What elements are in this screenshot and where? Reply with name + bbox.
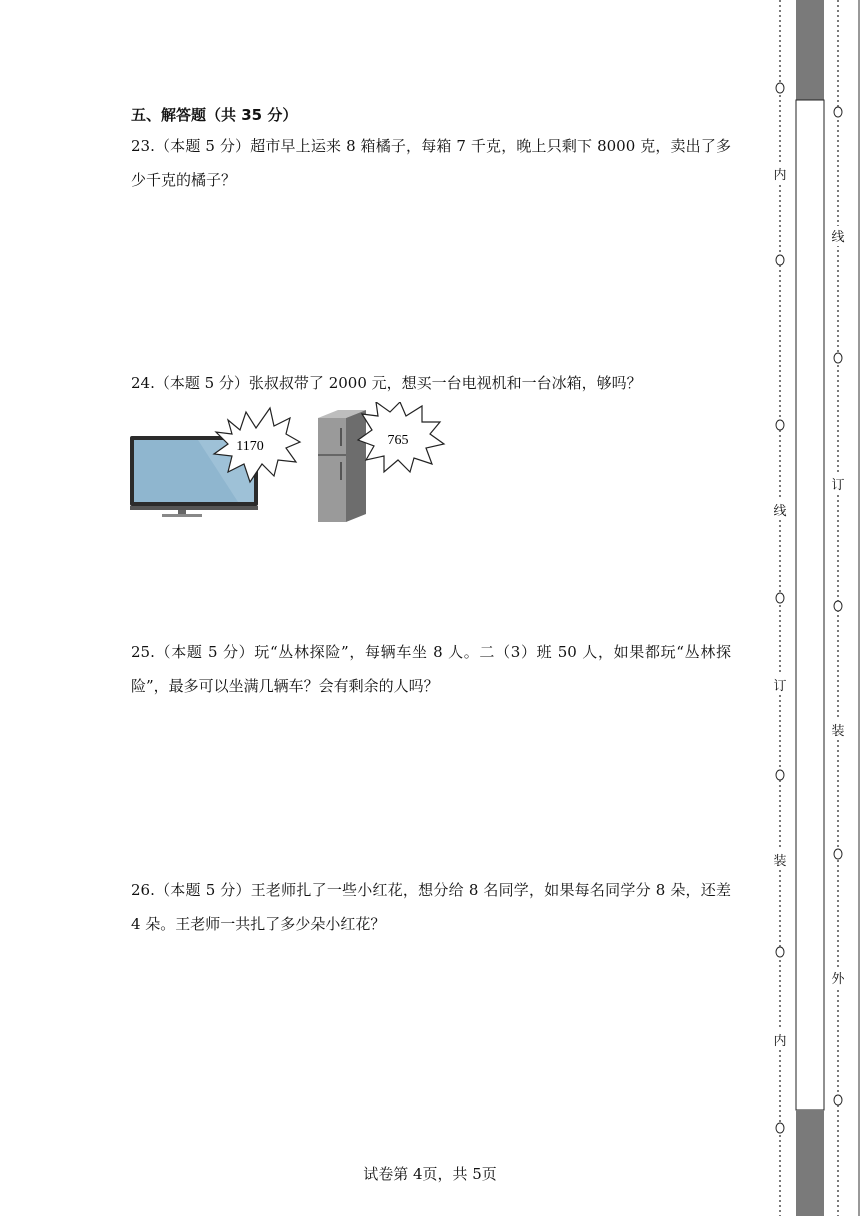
- binding-margin: [758, 0, 860, 1216]
- margin-inner-label-5: 内: [773, 1034, 787, 1049]
- fridge-illustration: [318, 410, 366, 522]
- tv-fridge-figure: [128, 402, 458, 532]
- margin-outer-label-3: 装: [831, 724, 845, 739]
- tv-price-label: 1170: [236, 439, 264, 454]
- question-23: 23.（本题 5 分）超市早上运来 8 箱橘子，每箱 7 千克，晚上只剩下 8000 克，卖出了多少千克的橘子？: [131, 137, 731, 189]
- margin-inner-label-1: 内: [773, 168, 787, 183]
- margin-outer-label-4: 外: [831, 972, 845, 987]
- margin-inner-label-4: 装: [773, 854, 787, 869]
- question-25: 25.（本题 5 分）玩“丛林探险”，每辆车坐 8 人。二（3）班 50 人，如果都玩“丛林探险”，最多可以坐满几辆车？会有剩余的人吗？: [131, 643, 731, 695]
- question-26: 26.（本题 5 分）王老师扎了一些小红花，想分给 8 名同学，如果每名同学分 8 朵，还差 4 朵。王老师一共扎了多少朵小红花？: [131, 881, 731, 933]
- margin-outer-label-2: 订: [831, 478, 845, 493]
- fridge-price-burst: [358, 402, 444, 472]
- margin-inner-label-2: 线: [773, 504, 787, 519]
- question-24: 24.（本题 5 分）张叔叔带了 2000 元，想买一台电视机和一台冰箱，够吗？: [131, 374, 642, 392]
- margin-inner-label-3: 订: [773, 679, 787, 694]
- margin-outer-label-1: 线: [831, 230, 845, 245]
- fridge-price-label: 765: [387, 433, 409, 448]
- section-title: 五、解答题（共 35 分）: [131, 106, 298, 124]
- page-footer: 试卷第 4页，共 5页: [363, 1165, 497, 1183]
